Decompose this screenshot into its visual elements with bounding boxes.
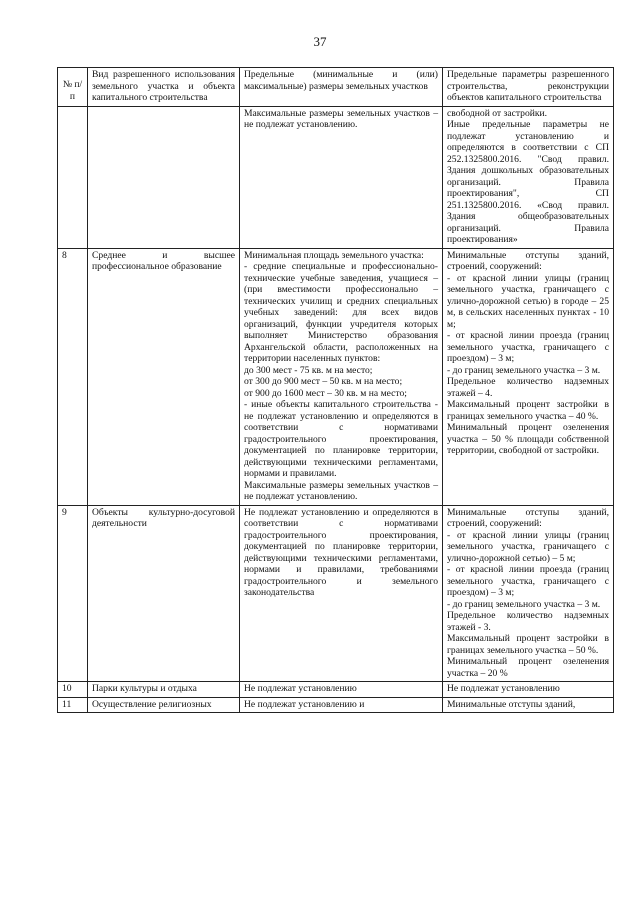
cell-paragraph: Не подлежат установлению xyxy=(447,683,560,694)
row-use-type: Парки культуры и отдыха xyxy=(88,682,240,698)
row-plot-sizes xyxy=(240,106,443,248)
cell-paragraph: - до границ земельного участка – 3 м. xyxy=(447,364,601,376)
cell-paragraph: Минимальные отступы зданий, строений, сооружений: xyxy=(447,249,609,272)
cell-paragraph: Минимальный процент озеленения участка – 20 % xyxy=(447,656,609,679)
cell-paragraph: Не подлежат установлению и xyxy=(244,698,365,710)
row-number: 9 xyxy=(58,505,88,682)
cell-paragraph: - от красной линии проезда (границ земельного участка, граничащего с проездом) – 3 м; xyxy=(447,330,609,364)
cell-paragraph: Максимальные размеры земельных участков – не подлежат установлению. xyxy=(244,107,438,130)
row-use-type: Объекты культурно-досуговой деятельности xyxy=(88,505,240,682)
cell-paragraph: Иные предельные параметры не подлежат установлению и определяются в соответствии с СП 252.1325800.2016. "Свод правил. Здания дошкольных образовательных организаций. Правила проектирования", СП 251.1325800.2016. «Свод правил. Здания общеобразовательных организаций. Правила проектирования» xyxy=(447,119,609,245)
cell-paragraph: - от красной линии проезда (границ земельного участка, граничащего с проездом) – 3 м; xyxy=(447,564,609,598)
header-number: № п/п xyxy=(58,68,88,107)
table-row xyxy=(58,697,614,713)
land-use-regulations-table xyxy=(57,67,614,713)
header-plot-sizes: Предельные (минимальные и (или) максимальные) размеры земельных участков xyxy=(240,68,443,107)
cell-paragraph: Минимальная площадь земельного участка: xyxy=(244,249,424,261)
cell-paragraph: от 300 до 900 мест – 50 кв. м на место; xyxy=(244,376,403,387)
row-number xyxy=(58,106,88,248)
row-plot-sizes xyxy=(240,697,443,713)
cell-paragraph: от 900 до 1600 мест – 30 кв. м на место; xyxy=(244,387,407,399)
row-plot-sizes xyxy=(240,248,443,505)
cell-paragraph: Максимальный процент застройки в границах земельного участка – 40 %. xyxy=(447,399,609,422)
row-construction-params xyxy=(443,505,614,682)
cell-paragraph: - иные объекты капитального строительства - не подлежат установлению и определяются в соответствии с нормативами градостроительного проектирования, документацией по планировке территории, действующими техническими регламентами, нормами и правилами. xyxy=(244,399,438,479)
row-number: 11 xyxy=(58,697,88,713)
table-header-row xyxy=(58,68,614,107)
row-plot-sizes xyxy=(240,505,443,682)
row-use-type xyxy=(88,106,240,248)
cell-paragraph: Не подлежат установлению и определяются в соответствии с нормативами градостроительного проектирования, документацией по планировке территории, действующими техническими регламентами, нормами и правилами, требованиями градостроительного и земельного законодательства xyxy=(244,506,438,598)
cell-paragraph: Минимальный процент озеленения участка – 50 % площади собственной территории, свободной от застройки. xyxy=(447,422,609,456)
cell-paragraph: - до границ земельного участка – 3 м. xyxy=(447,598,601,610)
row-number: 10 xyxy=(58,682,88,698)
cell-paragraph: свободной от застройки. xyxy=(447,107,548,119)
cell-paragraph: Минимальные отступы зданий, строений, сооружений: xyxy=(447,506,609,529)
header-construction-params: Предельные параметры разрешенного строительства, реконструкции объектов капитального строительства xyxy=(443,68,614,107)
table-row xyxy=(58,682,614,698)
cell-paragraph: Предельное количество надземных этажей - 3. xyxy=(447,610,609,633)
cell-paragraph: Максимальный процент застройки в границах земельного участка – 50 %. xyxy=(447,633,609,656)
row-use-type: Среднее и высшее профессиональное образование xyxy=(88,248,240,505)
cell-paragraph: Максимальные размеры земельных участков – не подлежат установлению. xyxy=(244,479,438,502)
row-construction-params xyxy=(443,106,614,248)
row-construction-params xyxy=(443,248,614,505)
cell-paragraph: Не подлежат установлению xyxy=(244,683,357,694)
cell-paragraph: Предельное количество надземных этажей – 4. xyxy=(447,376,609,399)
cell-paragraph: Минимальные отступы зданий, xyxy=(447,698,576,710)
row-plot-sizes xyxy=(240,682,443,698)
cell-paragraph: - от красной линии улицы (границ земельного участка, граничащего с улично-дорожной сетью) в городе – 25 м, в сельских населенных пунктах - 10 м; xyxy=(447,272,609,330)
table-row xyxy=(58,248,614,505)
table-row xyxy=(58,505,614,682)
row-use-type: Осуществление религиозных xyxy=(88,697,240,713)
cell-paragraph: - средние специальные и профессионально-технические учебные заведения, учащиеся – (при вместимости профессионально – технических училищ и средних специальных учебных заведений: для всех видов организаций, функции учредителя которых выполняет Министерство образования Архангельской области, расположенных на территории населенных пунктов: xyxy=(244,261,438,364)
cell-paragraph: до 300 мест - 75 кв. м на место; xyxy=(244,364,373,376)
row-construction-params xyxy=(443,697,614,713)
cell-paragraph: - от красной линии улицы (границ земельного участка, граничащего с улично-дорожной сетью) – 5 м; xyxy=(447,529,609,564)
table-body xyxy=(58,106,614,713)
table-row xyxy=(58,106,614,248)
row-construction-params xyxy=(443,682,614,698)
page-number: 37 xyxy=(313,34,327,49)
row-number: 8 xyxy=(58,248,88,505)
header-use-type: Вид разрешенного использования земельного участка и объекта капитального строительства xyxy=(88,68,240,107)
